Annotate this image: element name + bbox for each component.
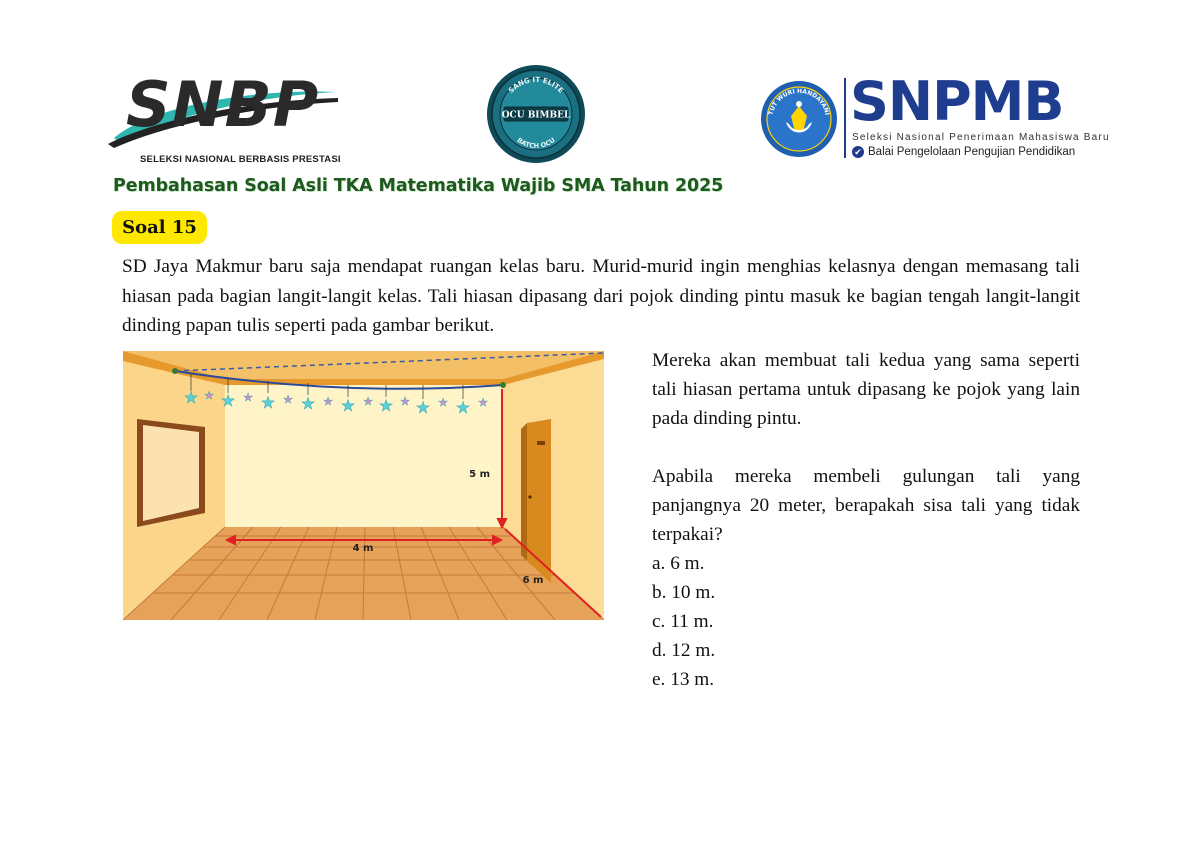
- width-label: 4 m: [352, 543, 374, 554]
- svg-text:★: ★: [438, 397, 448, 409]
- option-a: a. 6 m.: [652, 553, 705, 574]
- door-edge: [521, 423, 527, 561]
- height-label: 5 m: [469, 469, 490, 480]
- svg-text:★: ★: [415, 400, 431, 417]
- snbp-logo-text: SNBP: [126, 68, 320, 141]
- svg-text:★: ★: [300, 396, 316, 413]
- svg-text:★: ★: [183, 390, 199, 407]
- snpmb-divider: [844, 78, 846, 158]
- question-paragraph-2: Apabila mereka membeli gulungan tali yang panjangnya 20 meter, berapakah sisa tali yang tidak terpakai?: [652, 466, 1080, 545]
- svg-text:★: ★: [378, 398, 394, 415]
- check-badge-icon: ✔: [852, 146, 864, 158]
- door-sign: [537, 441, 545, 445]
- snpmb-agency-text: Balai Pengelolaan Pengujian Pendidikan: [868, 146, 1076, 158]
- svg-text:★: ★: [340, 398, 356, 415]
- question-number-badge: Soal 15: [112, 211, 207, 244]
- svg-text:★: ★: [220, 393, 236, 410]
- ocu-bimbel-emblem-icon: [486, 64, 586, 164]
- snpmb-logo: [760, 70, 1110, 166]
- door-handle: [528, 495, 531, 498]
- snpmb-logo-text: SNPMB: [850, 70, 1064, 133]
- svg-text:★: ★: [260, 395, 276, 412]
- tut-wuri-handayani-emblem-icon: [760, 80, 838, 158]
- question-intro-text: SD Jaya Makmur baru saja mendapat ruangan kelas baru. Murid-murid ingin menghias kelasnya dengan memasang tali hiasan pada bagian langit-langit kelas. Tali hiasan dipasang dari pojok dinding pintu masuk ke bagian tengah langit-langit dinding papan tulis seperti pada gambar berikut.: [122, 256, 1080, 336]
- emblem-arc-text: TUT WURI HANDAYANI: [767, 87, 831, 116]
- option-d: d. 12 m.: [652, 640, 716, 661]
- svg-text:★: ★: [204, 390, 214, 402]
- snbp-logo: [108, 70, 340, 166]
- snpmb-agency-line: [852, 146, 1075, 158]
- page-title: Pembahasan Soal Asli TKA Matematika Wajib SMA Tahun 2025: [113, 176, 724, 196]
- option-e: e. 13 m.: [652, 669, 715, 690]
- ocu-ring-top-text: SANG IT ELITE: [507, 75, 565, 95]
- svg-text:★: ★: [455, 400, 471, 417]
- option-b: b. 10 m.: [652, 582, 716, 603]
- question-paragraph-1: Mereka akan membuat tali kedua yang sama seperti tali hiasan pertama untuk dipasang ke pojok yang lain pada dinding pintu.: [652, 350, 1080, 429]
- classroom-illustration: [123, 351, 604, 620]
- ocu-bimbel-logo: [486, 64, 586, 164]
- svg-text:★: ★: [363, 396, 373, 408]
- snbp-logo-subtitle: SELEKSI NASIONAL BERBASIS PRESTASI: [140, 154, 341, 165]
- board-surface: [143, 425, 199, 521]
- ocu-ring-bottom-text: BATCH OCU: [515, 136, 557, 151]
- svg-text:★: ★: [323, 396, 333, 408]
- svg-text:★: ★: [478, 397, 488, 409]
- snpmb-subtitle: Seleksi Nasional Penerimaan Mahasiswa Baru: [852, 132, 1110, 143]
- svg-text:★: ★: [400, 396, 410, 408]
- ocu-center-text: OCU BIMBEL: [501, 110, 571, 121]
- length-label: 6 m: [522, 575, 544, 586]
- option-c: c. 11 m.: [652, 611, 714, 632]
- svg-text:★: ★: [283, 394, 293, 406]
- question-right-column: [652, 346, 1080, 694]
- svg-text:★: ★: [243, 392, 253, 404]
